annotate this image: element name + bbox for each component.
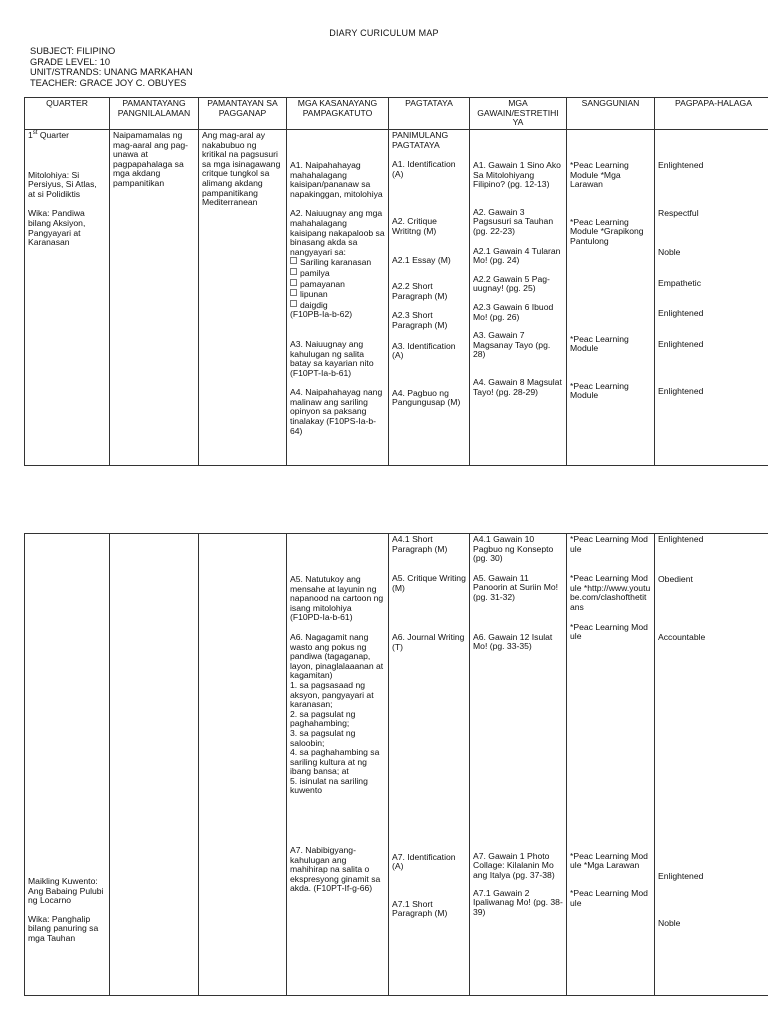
- gawain-a2-1: A2.1 Gawain 4 Tularan Mo! (pg. 24): [473, 245, 561, 266]
- document-meta: [30, 46, 193, 88]
- list-item: 4. sa paghahambing sa sariling kultura at ng ibang bansa; at: [290, 747, 380, 777]
- sanggunian-a7: *Peac Learning Module *Mga Larawan: [570, 850, 648, 871]
- gawain-cell: [470, 534, 567, 996]
- pagpapahalaga-a3: Enlightened: [658, 338, 704, 349]
- quarter-wika: Wika: Pandiwa bilang Aksiyon, Pangyayari at Karanasan: [28, 208, 86, 248]
- quarter-number: 1: [28, 130, 33, 140]
- header-sanggunian: SANGGUNIAN: [567, 98, 655, 130]
- pagganap-cell: Ang mag-aral ay nakabubuo ng kritikal na pagsusuri sa mga isinagawang critque tungkol sa alimang akdang pampanitikang Mediterranean: [199, 130, 287, 466]
- header-quarter: QUARTER: [25, 98, 110, 130]
- meta-teacher: TEACHER: GRACE JOY C. OBUYES: [30, 77, 187, 88]
- kasanayan-a2: A2. Naiuugnay ang mga mahahalagang kaisipang nakapaloob sa binasang akda sa nangyayari sa:: [290, 208, 385, 257]
- sanggunian-a6: *Peac Learning Module: [570, 621, 648, 642]
- checkbox-icon: [290, 257, 297, 264]
- quarter-word: Quarter: [39, 130, 69, 140]
- sanggunian-a7-1: *Peac Learning Module: [570, 887, 648, 908]
- pagtataya-a2-2: A2.2 Short Paragraph (M): [392, 281, 448, 301]
- sanggunian-cell: [567, 130, 655, 466]
- quarter-topic: Maikling Kuwento: Ang Babaing Pulubi ng Locarno: [28, 876, 104, 906]
- curriculum-table-1: [24, 97, 768, 466]
- sanggunian-a1: *Peac Learning Module *Mga Larawan: [570, 160, 629, 190]
- header-kasanayan: MGA KASANAYANG PAMPAGKATUTO: [287, 98, 389, 130]
- sanggunian-cell: [567, 534, 655, 996]
- list-item: pamayanan: [290, 279, 385, 290]
- checkbox-icon: [290, 289, 297, 296]
- pagpapahalaga-a4-1: Enlightened: [658, 534, 704, 544]
- pagpapahalaga-a2-2: Empathetic: [658, 277, 701, 288]
- pagpapahalaga-a7: Enlightened: [658, 870, 704, 881]
- kasanayan-cell: [287, 534, 389, 996]
- pagtataya-a5: A5. Critique Writing (M): [392, 573, 466, 593]
- gawain-a2-3: A2.3 Gawain 6 Ibuod Mo! (pg. 26): [473, 301, 554, 322]
- gawain-a2: A2. Gawain 3 Pagsusuri sa Tauhan (pg. 22-23): [473, 206, 554, 236]
- sanggunian-a5: *Peac Learning Module *http://www.youtube.com/clashofthetitans: [570, 573, 651, 612]
- pagpapahalaga-a2-1: Noble: [658, 247, 681, 258]
- pangnilalaman-cell: [110, 534, 199, 996]
- pagganap-cell: [199, 534, 287, 996]
- meta-subject: SUBJECT: FILIPINO: [30, 46, 116, 56]
- checkbox-icon: [290, 279, 297, 286]
- gawain-a4-1: A4.1 Gawain 10 Pagbuo ng Konsepto (pg. 30): [473, 534, 554, 564]
- list-item: lipunan: [290, 289, 385, 300]
- quarter-cell: [25, 534, 110, 996]
- gawain-a4: A4. Gawain 8 Magsulat Tayo! (pg. 28-29): [473, 376, 562, 397]
- list-item: 5. isinulat na sariling kuwento: [290, 775, 368, 796]
- pagtataya-a4: A4. Pagbuo ng Pangungusap (M): [392, 387, 461, 408]
- pangnilalaman-cell: Naipamamalas ng mag-aaral ang pag-unawa at pagpapahalaga sa mga akdang pampanitikan: [110, 130, 199, 466]
- kasanayan-a5: A5. Natutukoy ang mensahe at layunin ng napanood na cartoon ng isang mitolohiya (F10PD-Ia-b-61): [290, 574, 384, 623]
- pagtataya-a4-1: A4.1 Short Paragraph (M): [392, 534, 448, 554]
- gawain-a3: A3. Gawain 7 Magsanay Tayo (pg. 28): [473, 330, 551, 360]
- checkbox-icon: [290, 268, 297, 275]
- table-row: [25, 130, 768, 466]
- pagtataya-a2-1: A2.1 Essay (M): [392, 254, 451, 265]
- pagpapahalaga-a2-3: Enlightened: [658, 308, 704, 319]
- gawain-a6: A6. Gawain 12 Isulat Mo! (pg. 33-35): [473, 631, 553, 652]
- checkbox-icon: [290, 300, 297, 307]
- kasanayan-a2-code: (F10PB-Ia-b-62): [290, 309, 353, 320]
- header-pagtataya: PAGTATAYA: [389, 98, 470, 130]
- list-item: pamilya: [290, 268, 385, 279]
- pagtataya-a3: A3. Identification (A): [392, 340, 456, 361]
- sanggunian-a4-1: *Peac Learning Module: [570, 534, 648, 554]
- gawain-a5: A5. Gawain 11 Panoorin at Suriin Mo! (pg. 31-32): [473, 572, 559, 602]
- pagpapahalaga-a2: Respectful: [658, 207, 699, 218]
- pagtataya-a6: A6. Journal Writing (T): [392, 632, 465, 652]
- header-pangnilalaman: PAMANTAYANG PANGNILALAMAN: [110, 98, 199, 130]
- list-item: 3. sa pagsulat ng saloobin;: [290, 727, 356, 748]
- panimulang-pagtataya: PANIMULANG PAGTATAYA: [392, 130, 449, 150]
- header-gawain: MGA GAWAIN/ESTRETIHI YA: [470, 98, 567, 130]
- kasanayan-a6: A6. Nagagamit nang wasto ang pokus ng pandiwa (tagaganap, layon, pinaglalaaanan at kagamitan): [290, 631, 384, 681]
- sanggunian-a2: *Peac Learning Module *Grapikong Pantulong: [570, 216, 644, 246]
- header-row: [25, 98, 768, 130]
- pagpapahalaga-a7-1: Noble: [658, 918, 681, 929]
- list-item: Sariling karanasan: [290, 257, 385, 268]
- meta-grade-level: GRADE LEVEL: 10: [30, 56, 111, 67]
- header-pagpapahalaga: PAGPAPA-HALAGA: [655, 98, 768, 130]
- gawain-a7: A7. Gawain 1 Photo Collage: Kilalanin Mo ang Italya (pg. 37-38): [473, 850, 555, 880]
- list-item: 2. sa pagsulat ng paghahambing;: [290, 708, 356, 729]
- pagtataya-a7: A7. Identification (A): [392, 851, 456, 872]
- kasanayan-a2-list: [290, 257, 385, 310]
- curriculum-table-2: [24, 533, 768, 996]
- pagpapahalaga-a5: Obedient: [658, 573, 693, 584]
- gawain-a7-1: A7.1 Gawain 2 Ipaliwanag Mo! (pg. 38-39): [473, 887, 563, 917]
- list-item: daigdig: [290, 300, 385, 311]
- pagtataya-a7-1: A7.1 Short Paragraph (M): [392, 898, 448, 919]
- list-item: 1. sa pagsasaad ng aksyon, pangyayari at karanasan;: [290, 679, 374, 710]
- kasanayan-a4: A4. Naipahahayag nang malinaw ang sariling opinyon sa paksang tinalakay (F10PS-Ia-b-64): [290, 387, 383, 436]
- pagpapahalaga-cell: [655, 534, 768, 996]
- pagpapahalaga-a4: Enlightened: [658, 385, 704, 396]
- pagpapahalaga-a6: Accountable: [658, 632, 706, 643]
- pagtataya-a2-3: A2.3 Short Paragraph (M): [392, 310, 448, 330]
- header-pagganap: PAMANTAYAN SA PAGGANAP: [199, 98, 287, 130]
- meta-unit: UNIT/STRANDS: UNANG MARKAHAN: [30, 67, 193, 77]
- pagtataya-a1: A1. Identification (A): [392, 159, 456, 179]
- table-row: [25, 534, 768, 996]
- quarter-label: [28, 131, 106, 141]
- gawain-a1: A1. Gawain 1 Sino Ako Sa Mitolohiyang Filipino? (pg. 12-13): [473, 160, 561, 190]
- quarter-topic: Mitolohiya: Si Persiyus, Si Atlas, at si Polidiktis: [28, 169, 97, 199]
- kasanayan-a1: A1. Naipahahayag mahahalagang kaisipan/pananaw sa napakinggan, mitolohiya: [290, 160, 383, 199]
- pagtataya-cell: [389, 130, 470, 466]
- kasanayan-a3: A3. Naiuugnay ang kahulugan ng salita batay sa kayarian nito (F10PT-Ia-b-61): [290, 338, 374, 378]
- sanggunian-a3: *Peac Learning Module: [570, 333, 629, 354]
- quarter-cell: [25, 130, 110, 466]
- gawain-cell: [470, 130, 567, 466]
- sanggunian-a4: *Peac Learning Module: [570, 380, 629, 401]
- kasanayan-cell: [287, 130, 389, 466]
- quarter-suffix: st: [32, 130, 38, 136]
- kasanayan-a7: A7. Nabibigyang-kahulugan ang mahihirap na salita o ekspresyong ginamit sa akda. (F10PT-If-g-66): [290, 845, 381, 894]
- pagpapahalaga-cell: [655, 130, 768, 466]
- pagtataya-cell: [389, 534, 470, 996]
- gawain-a2-2: A2.2 Gawain 5 Pag-uugnay! (pg. 25): [473, 273, 550, 294]
- document-title: DIARY CURICULUM MAP: [329, 28, 439, 38]
- quarter-wika: Wika: Panghalip bilang panuring sa mga Tauhan: [28, 913, 99, 943]
- pagtataya-a2: A2. Critique Writitng (M): [392, 216, 437, 236]
- pagpapahalaga-a1: Enlightened: [658, 160, 704, 170]
